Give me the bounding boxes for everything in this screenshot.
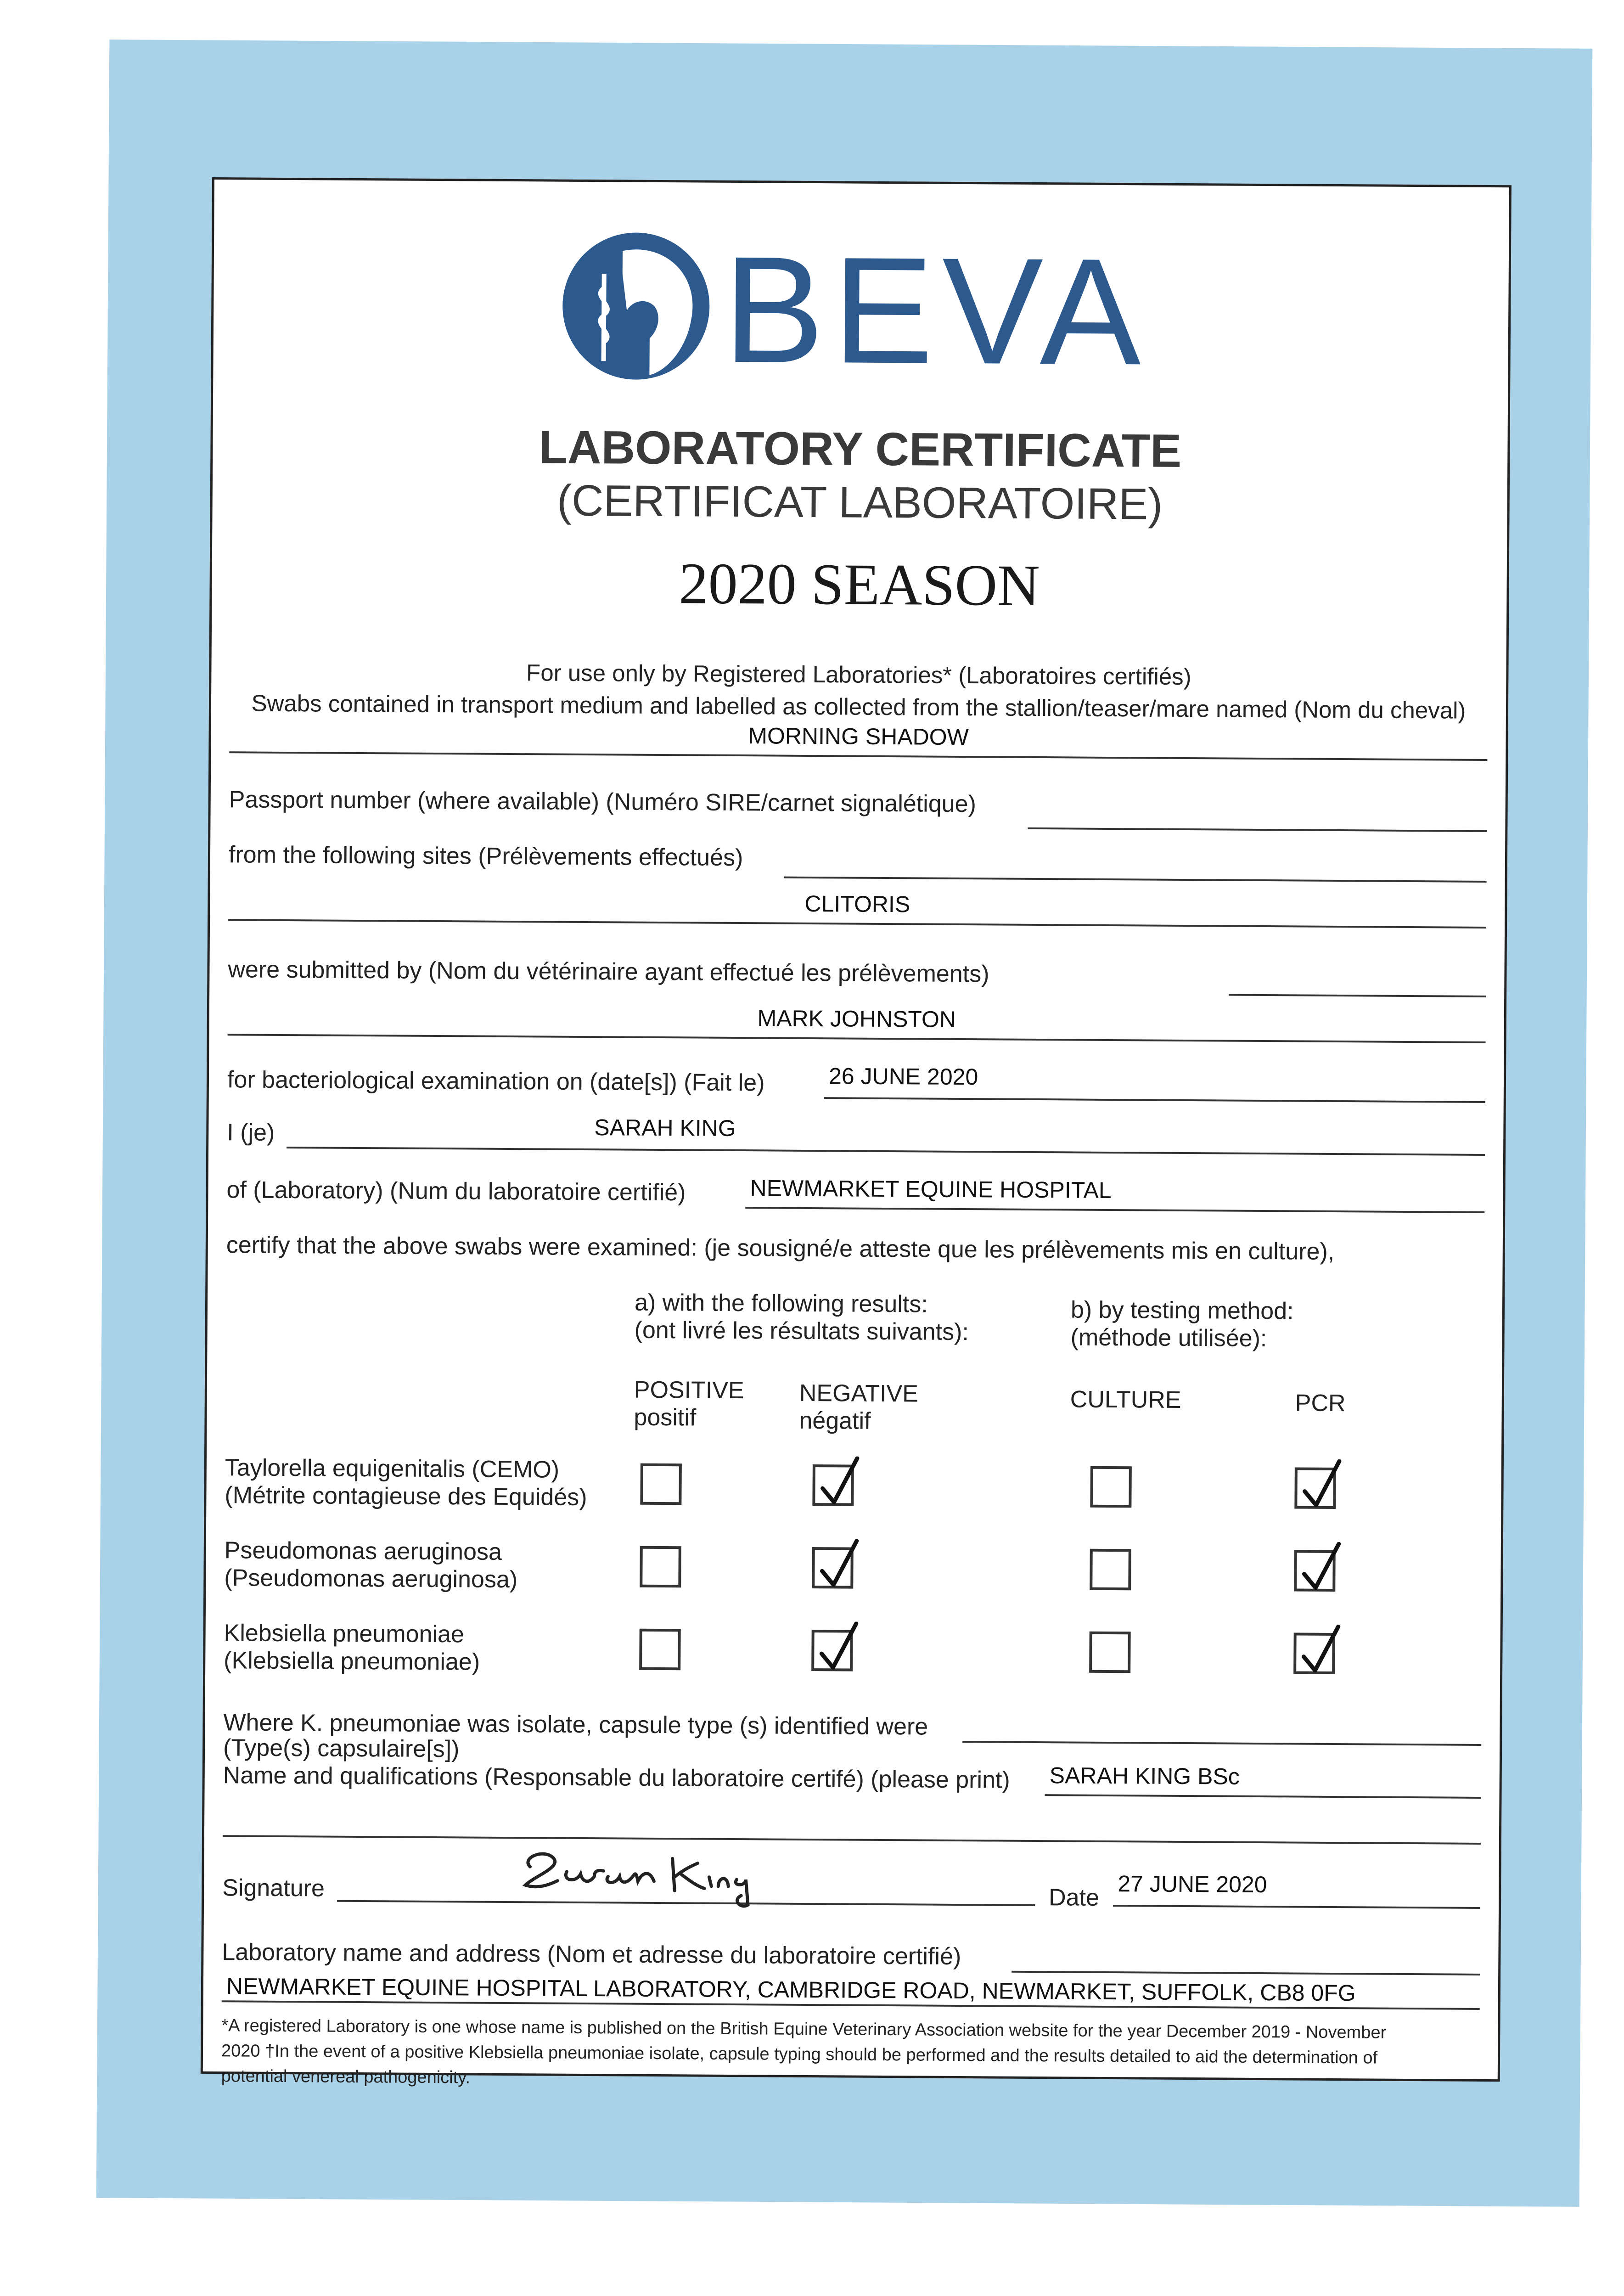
culture-checkbox[interactable] <box>1090 1466 1132 1508</box>
submitted-value: MARK JOHNSTON <box>757 1005 956 1032</box>
laboratory-label: of (Laboratory) (Num du laboratoire certifié) <box>226 1176 686 1206</box>
lab-address-line-1 <box>1011 1971 1480 1975</box>
group-b-heading: b) by testing method: <box>1070 1296 1294 1325</box>
passport-line <box>1028 827 1487 832</box>
footnote-line-3: potential venereal pathogenicity. <box>221 2066 471 2088</box>
responsible-value: SARAH KING BSc <box>1049 1762 1240 1790</box>
laboratory-line <box>745 1207 1484 1213</box>
submitted-label: were submitted by (Nom du vétérinaire ayant effectué les prélèvements) <box>228 956 989 988</box>
certificate-sheet <box>201 177 1512 2088</box>
organism-name-fr: (Klebsiella pneumoniae) <box>224 1647 480 1676</box>
certify-statement: certify that the above swabs were examined: (je sousigné/e atteste que les prélèvements mis en culture), <box>226 1232 1335 1265</box>
group-a-heading-fr: (ont livré les résultats suivants): <box>634 1317 969 1346</box>
positive-checkbox[interactable] <box>639 1629 681 1671</box>
signature-label: Signature <box>222 1874 325 1902</box>
exam-date-line <box>824 1097 1485 1103</box>
intro-line-1: For use only by Registered Laboratories* (Laboratoires certifiés) <box>526 659 1191 690</box>
responsible-label: Name and qualifications (Responsable du laboratoire certifé) (please print) <box>223 1762 1010 1794</box>
sites-value: CLITORIS <box>804 890 910 917</box>
culture-checkbox[interactable] <box>1090 1549 1131 1591</box>
col-negative: NEGATIVE <box>799 1379 919 1407</box>
positive-checkbox[interactable] <box>640 1463 682 1505</box>
intro-line-2: Swabs contained in transport medium and labelled as collected from the stallion/teaser/mare named (Nom du cheval) <box>251 690 1466 724</box>
certificate-title-fr: (CERTIFICAT LABORATOIRE) <box>556 476 1163 529</box>
submitted-line-1 <box>1229 994 1486 997</box>
exam-date-value: 26 JUNE 2020 <box>828 1063 978 1090</box>
organism-name: Pseudomonas aeruginosa <box>224 1537 502 1565</box>
footnote-line-1: *A registered Laboratory is one whose name is published on the British Equine Veterinary Association website for the year December 2019 - November <box>221 2016 1387 2043</box>
pcr-checkbox[interactable] <box>1294 1550 1336 1592</box>
organism-name: Taylorella equigenitalis (CEMO) <box>225 1454 560 1483</box>
col-negative-fr: négatif <box>799 1407 871 1435</box>
season-title: 2020 SEASON <box>679 551 1040 619</box>
capsule-label: Where K. pneumoniae was isolate, capsule type (s) identified were <box>223 1709 928 1740</box>
laboratory-value: NEWMARKET EQUINE HOSPITAL <box>750 1175 1112 1204</box>
horse-name-value: MORNING SHADOW <box>748 723 969 750</box>
responsible-line-2 <box>223 1835 1481 1845</box>
date-line <box>1113 1905 1480 1909</box>
i-value: SARAH KING <box>594 1114 736 1142</box>
organism-name-fr: (Métrite contagieuse des Equidés) <box>225 1482 587 1511</box>
lab-address-value: NEWMARKET EQUINE HOSPITAL LABORATORY, CAMBRIDGE ROAD, NEWMARKET, SUFFOLK, CB8 0FG <box>226 1973 1356 2006</box>
group-a-heading: a) with the following results: <box>634 1289 928 1318</box>
pcr-checkbox[interactable] <box>1294 1467 1336 1509</box>
lab-address-label: Laboratory name and address (Nom et adresse du laboratoire certifié) <box>222 1939 961 1970</box>
signature-date-value: 27 JUNE 2020 <box>1118 1871 1267 1898</box>
negative-checkbox[interactable] <box>812 1464 854 1506</box>
pcr-checkbox[interactable] <box>1293 1632 1335 1674</box>
footnote-line-2: 2020 †In the event of a positive Klebsiella pneumoniae isolate, capsule typing should be performed and the results detailed to aid the determination of <box>221 2041 1378 2068</box>
capsule-line <box>962 1741 1481 1746</box>
col-pcr: PCR <box>1295 1390 1346 1417</box>
sites-line-2 <box>228 919 1486 929</box>
submitted-line-2 <box>228 1034 1486 1043</box>
negative-checkbox[interactable] <box>811 1630 853 1671</box>
culture-checkbox[interactable] <box>1089 1632 1131 1673</box>
i-line <box>287 1147 1485 1156</box>
capsule-label-fr: (Type(s) capsulaire[s]) <box>223 1734 460 1763</box>
col-positive: POSITIVE <box>634 1376 744 1404</box>
organism-name-fr: (Pseudomonas aeruginosa) <box>224 1564 518 1593</box>
horse-name-line <box>229 751 1487 761</box>
col-culture: CULTURE <box>1070 1386 1181 1413</box>
handwritten-signature <box>516 1839 774 1909</box>
passport-label: Passport number (where available) (Numéro SIRE/carnet signalétique) <box>229 786 977 818</box>
col-positive-fr: positif <box>634 1404 697 1431</box>
i-label: I (je) <box>227 1119 275 1146</box>
organism-name: Klebsiella pneumoniae <box>224 1620 465 1648</box>
svg-text:BEVA: BEVA <box>723 224 1150 393</box>
sites-line-1 <box>784 877 1487 883</box>
certificate-title: LABORATORY CERTIFICATE <box>539 421 1182 477</box>
beva-logo <box>553 223 1206 393</box>
group-b-heading-fr: (méthode utilisée): <box>1070 1324 1267 1352</box>
positive-checkbox[interactable] <box>640 1546 681 1588</box>
exam-date-label: for bacteriological examination on (date[s]) (Fait le) <box>227 1066 765 1097</box>
negative-checkbox[interactable] <box>812 1547 854 1589</box>
sites-label: from the following sites (Prélèvements effectués) <box>228 841 743 872</box>
responsible-line <box>1045 1794 1481 1799</box>
date-label: Date <box>1048 1884 1100 1911</box>
